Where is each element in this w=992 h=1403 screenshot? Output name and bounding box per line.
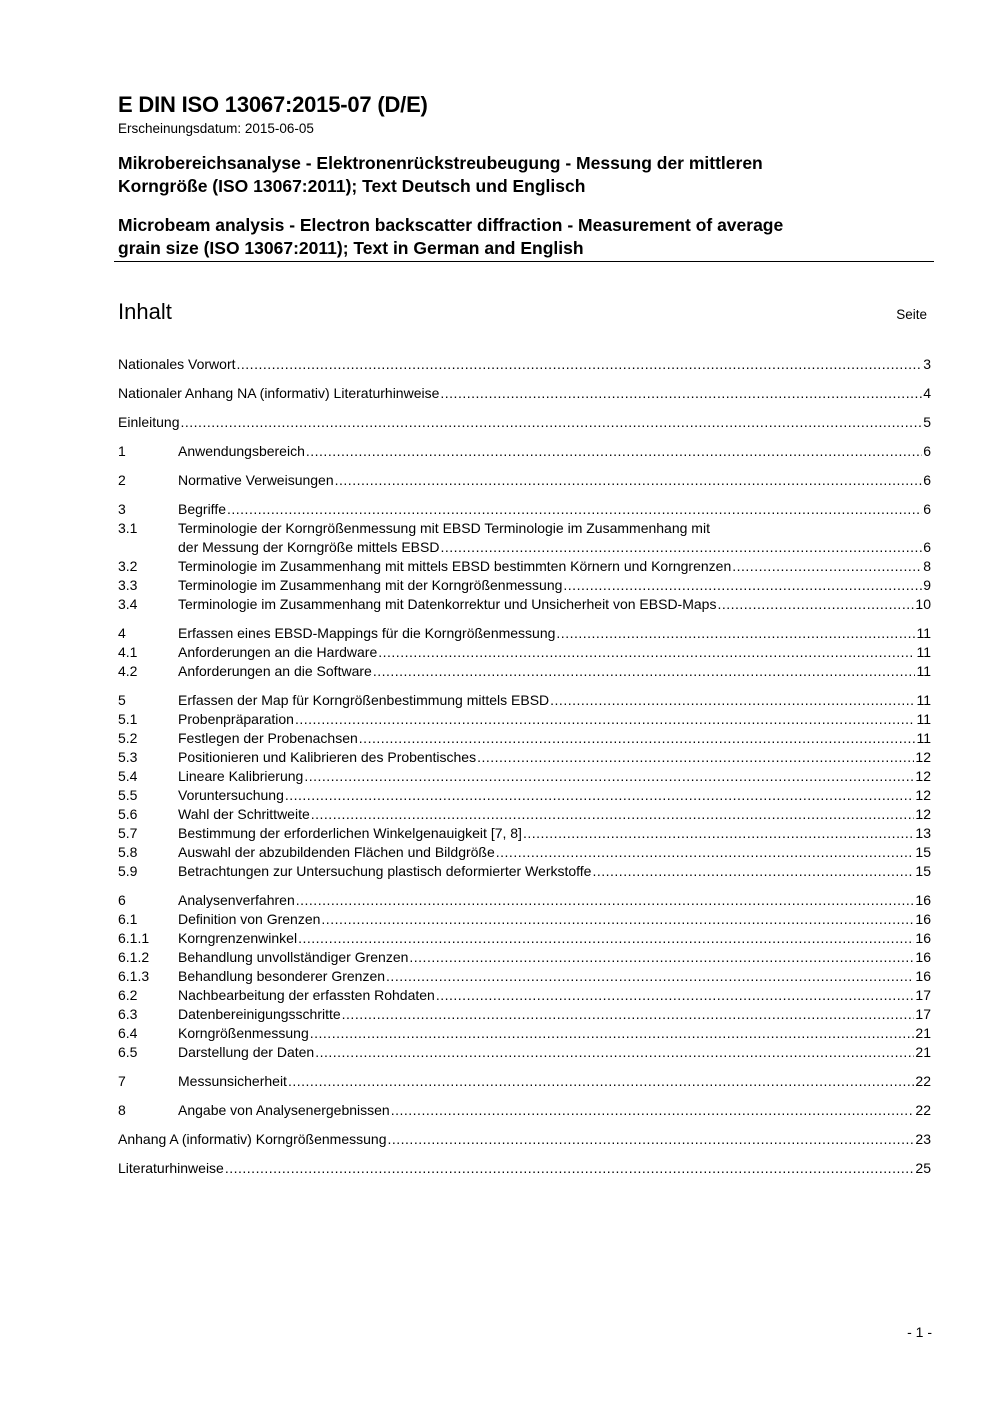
toc-entry[interactable] xyxy=(118,442,931,461)
toc-leader-dots xyxy=(563,576,922,595)
toc-entry-page: 11 xyxy=(916,625,931,641)
toc-entry-number: 3.3 xyxy=(118,577,138,593)
toc-leader-dots xyxy=(285,786,915,805)
toc-entry-label: Erfassen eines EBSD-Mappings für die Korngrößenmessung xyxy=(178,625,556,641)
toc-entry-label: Normative Verweisungen xyxy=(178,472,334,488)
title-english-line-2: grain size (ISO 13067:2011); Text in German and English xyxy=(118,238,584,258)
toc-entry-label: Angabe von Analysenergebnissen xyxy=(178,1102,390,1118)
toc-entry-number: 5.2 xyxy=(118,730,138,746)
toc-entry-label: Positionieren und Kalibrieren des Probentisches xyxy=(178,749,477,765)
toc-entry-number: 5.8 xyxy=(118,844,138,860)
toc-entry[interactable] xyxy=(118,767,931,786)
toc-entry-page: 6 xyxy=(923,472,931,488)
toc-entry[interactable] xyxy=(118,805,931,824)
toc-entry[interactable] xyxy=(118,471,931,490)
toc-entry-page: 5 xyxy=(923,414,931,430)
toc-heading: Inhalt xyxy=(118,299,172,324)
toc-entry-label: Messunsicherheit xyxy=(178,1073,287,1089)
toc-entry[interactable] xyxy=(118,929,931,948)
toc-entry-label: Anhang A (informativ) Korngrößenmessung xyxy=(118,1131,387,1147)
toc-leader-dots xyxy=(359,729,916,748)
page-number: - 1 - xyxy=(907,1324,932,1340)
toc-entry-label: Anforderungen an die Software xyxy=(178,663,372,679)
toc-entry-number: 7 xyxy=(118,1073,126,1089)
toc-entry-label-continued: der Messung der Korngröße mittels EBSD xyxy=(178,539,440,555)
toc-leader-dots xyxy=(315,1043,914,1062)
toc-entry-page: 22 xyxy=(915,1073,931,1089)
toc-entry-page: 15 xyxy=(915,844,931,860)
toc-entry-number: 6.1.3 xyxy=(118,968,150,984)
toc-entry[interactable] xyxy=(118,643,931,662)
toc-entry-label: Anwendungsbereich xyxy=(178,443,305,459)
toc-entry-label: Erfassen der Map für Korngrößenbestimmung mittels EBSD xyxy=(178,692,550,708)
toc-entry-page: 10 xyxy=(915,596,931,612)
toc-entry-label: Nachbearbeitung der erfassten Rohdaten xyxy=(178,987,435,1003)
toc-entry-number: 6.2 xyxy=(118,987,138,1003)
toc-entry-number: 3.1 xyxy=(118,520,138,536)
toc-entry-label: Auswahl der abzubildenden Flächen und Bildgröße xyxy=(178,844,495,860)
toc-entry-number: 2 xyxy=(118,472,126,488)
toc-entry[interactable] xyxy=(118,557,931,576)
toc-entry[interactable] xyxy=(118,910,931,929)
toc-entry-label: Terminologie der Korngrößenmessung mit EBSD Terminologie im Zusammenhang mit xyxy=(178,520,710,536)
toc-entry-label: Terminologie im Zusammenhang mit der Korngrößenmessung xyxy=(178,577,563,593)
toc-entry-page: 11 xyxy=(916,730,931,746)
toc-leader-dots xyxy=(335,471,923,490)
toc-entry-page: 22 xyxy=(915,1102,931,1118)
toc-entry[interactable] xyxy=(118,1005,931,1024)
toc-entry-number: 5.7 xyxy=(118,825,138,841)
toc-entry-page: 6 xyxy=(923,443,931,459)
toc-entry-number: 5.6 xyxy=(118,806,138,822)
toc-entry[interactable] xyxy=(118,1130,931,1149)
toc-entry[interactable] xyxy=(118,519,931,538)
toc-entry-label: Einleitung xyxy=(118,414,180,430)
document-id: E DIN ISO 13067:2015-07 (D/E) xyxy=(118,92,428,117)
toc-entry-label: Probenpräparation xyxy=(178,711,294,727)
toc-entry-page: 21 xyxy=(915,1044,931,1060)
toc-entry-continuation[interactable] xyxy=(118,538,931,557)
toc-leader-dots xyxy=(237,355,923,374)
toc-entry-number: 4 xyxy=(118,625,126,641)
toc-entry-number: 6.4 xyxy=(118,1025,138,1041)
toc-entry-page: 15 xyxy=(915,863,931,879)
toc-entry-label: Behandlung unvollständiger Grenzen xyxy=(178,949,409,965)
toc-leader-dots xyxy=(391,1101,915,1120)
table-of-contents xyxy=(118,355,934,1178)
toc-leader-dots xyxy=(496,843,915,862)
toc-entry-label: Anforderungen an die Hardware xyxy=(178,644,378,660)
toc-leader-dots xyxy=(181,413,923,432)
toc-entry[interactable] xyxy=(118,384,931,403)
toc-entry-label: Terminologie im Zusammenhang mit Datenkorrektur und Unsicherheit von EBSD-Maps xyxy=(178,596,717,612)
toc-entry-label: Terminologie im Zusammenhang mit mittels EBSD bestimmten Körnern und Korngrenzen xyxy=(178,558,732,574)
title-german xyxy=(118,152,934,198)
toc-entry-page: 16 xyxy=(915,892,931,908)
toc-leader-dots xyxy=(298,929,914,948)
toc-leader-dots xyxy=(295,710,915,729)
toc-entry-page: 12 xyxy=(915,749,931,765)
toc-entry-label: Nationaler Anhang NA (informativ) Literaturhinweise xyxy=(118,385,440,401)
toc-entry-label: Datenbereinigungsschritte xyxy=(178,1006,341,1022)
toc-leader-dots xyxy=(310,1024,915,1043)
toc-entry-number: 6.1.2 xyxy=(118,949,150,965)
toc-entry[interactable] xyxy=(118,1159,931,1178)
toc-entry-label: Behandlung besonderer Grenzen xyxy=(178,968,386,984)
toc-entry-page: 16 xyxy=(915,968,931,984)
toc-leader-dots xyxy=(378,643,915,662)
toc-entry[interactable] xyxy=(118,1072,931,1091)
toc-entry-number: 5.4 xyxy=(118,768,138,784)
toc-entry-label: Korngrößenmessung xyxy=(178,1025,309,1041)
toc-entry-page: 13 xyxy=(915,825,931,841)
toc-entry-page: 16 xyxy=(915,930,931,946)
toc-entry[interactable] xyxy=(118,843,931,862)
toc-entry[interactable] xyxy=(118,891,931,910)
toc-entry[interactable] xyxy=(118,355,931,374)
toc-entry[interactable] xyxy=(118,1101,931,1120)
toc-entry-label: Analysenverfahren xyxy=(178,892,295,908)
toc-entry-page: 6 xyxy=(923,539,931,555)
toc-entry-label: Betrachtungen zur Untersuchung plastisch deformierter Werkstoffe xyxy=(178,863,592,879)
toc-entry-number: 6.5 xyxy=(118,1044,138,1060)
toc-leader-dots xyxy=(311,805,915,824)
toc-entry-page: 11 xyxy=(916,644,931,660)
toc-leader-dots xyxy=(440,538,922,557)
toc-entry-number: 5.5 xyxy=(118,787,138,803)
toc-entry-page: 16 xyxy=(915,949,931,965)
toc-leader-dots xyxy=(477,748,914,767)
document-page xyxy=(118,92,934,1178)
toc-entry-number: 5.9 xyxy=(118,863,138,879)
toc-entry-page: 17 xyxy=(915,987,931,1003)
toc-leader-dots xyxy=(732,557,922,576)
toc-leader-dots xyxy=(592,862,914,881)
toc-entry[interactable] xyxy=(118,948,931,967)
toc-entry[interactable] xyxy=(118,710,931,729)
toc-entry[interactable] xyxy=(118,662,931,681)
publication-date: Erscheinungsdatum: 2015-06-05 xyxy=(118,121,314,136)
toc-leader-dots xyxy=(556,624,915,643)
toc-entry-label: Darstellung der Daten xyxy=(178,1044,315,1060)
toc-entry-number: 4.2 xyxy=(118,663,138,679)
toc-entry-page: 25 xyxy=(915,1160,931,1176)
toc-entry-number: 3 xyxy=(118,501,126,517)
toc-entry[interactable] xyxy=(118,786,931,805)
toc-leader-dots xyxy=(227,500,922,519)
toc-entry-page: 11 xyxy=(916,711,931,727)
toc-entry-number: 5.3 xyxy=(118,749,138,765)
toc-entry[interactable] xyxy=(118,986,931,1005)
toc-leader-dots xyxy=(225,1159,915,1178)
toc-leader-dots xyxy=(386,967,914,986)
toc-entry[interactable] xyxy=(118,729,931,748)
toc-entry[interactable] xyxy=(118,576,931,595)
toc-leader-dots xyxy=(288,1072,914,1091)
toc-entry-page: 17 xyxy=(915,1006,931,1022)
toc-entry-number: 3.2 xyxy=(118,558,138,574)
toc-entry[interactable] xyxy=(118,1024,931,1043)
toc-entry-label: Literaturhinweise xyxy=(118,1160,224,1176)
toc-entry-label: Bestimmung der erforderlichen Winkelgenauigkeit [7, 8] xyxy=(178,825,522,841)
toc-entry-number: 6 xyxy=(118,892,126,908)
toc-entry[interactable] xyxy=(118,824,931,843)
toc-entry[interactable] xyxy=(118,413,931,432)
toc-entry-page: 12 xyxy=(915,806,931,822)
toc-entry-page: 8 xyxy=(923,558,931,574)
toc-entry[interactable] xyxy=(118,500,931,519)
toc-entry-label: Korngrenzenwinkel xyxy=(178,930,298,946)
toc-entry-page: 12 xyxy=(915,768,931,784)
toc-page-label: Seite xyxy=(896,307,927,322)
toc-entry[interactable] xyxy=(118,691,931,710)
toc-entry-number: 1 xyxy=(118,443,126,459)
toc-entry-number: 6.1 xyxy=(118,911,138,927)
toc-entry-page: 3 xyxy=(923,356,931,372)
toc-entry-label: Nationales Vorwort xyxy=(118,356,236,372)
toc-entry-number: 8 xyxy=(118,1102,126,1118)
toc-leader-dots xyxy=(387,1130,914,1149)
toc-leader-dots xyxy=(296,891,915,910)
toc-leader-dots xyxy=(523,824,914,843)
toc-entry-page: 16 xyxy=(915,911,931,927)
toc-entry[interactable] xyxy=(118,967,931,986)
toc-entry-number: 6.3 xyxy=(118,1006,138,1022)
toc-entry-label: Lineare Kalibrierung xyxy=(178,768,304,784)
toc-entry-label: Wahl der Schrittweite xyxy=(178,806,310,822)
toc-entry[interactable] xyxy=(118,862,931,881)
toc-entry-page: 12 xyxy=(915,787,931,803)
toc-entry-number: 5.1 xyxy=(118,711,138,727)
title-german-line-1: Mikrobereichsanalyse - Elektronenrückstreubeugung - Messung der mittleren xyxy=(118,153,763,173)
title-divider xyxy=(114,261,934,262)
toc-entry[interactable] xyxy=(118,1043,931,1062)
toc-leader-dots xyxy=(342,1005,915,1024)
toc-leader-dots xyxy=(550,691,915,710)
toc-entry-page: 11 xyxy=(916,663,931,679)
toc-header xyxy=(118,299,934,325)
toc-entry-number: 3.4 xyxy=(118,596,138,612)
toc-entry-page: 23 xyxy=(915,1131,931,1147)
toc-entry-page: 4 xyxy=(923,385,931,401)
toc-leader-dots xyxy=(717,595,914,614)
toc-entry-page: 9 xyxy=(923,577,931,593)
toc-entry-page: 21 xyxy=(915,1025,931,1041)
toc-leader-dots xyxy=(304,767,914,786)
title-english-line-1: Microbeam analysis - Electron backscatter diffraction - Measurement of average xyxy=(118,215,784,235)
toc-entry-page: 11 xyxy=(916,692,931,708)
toc-leader-dots xyxy=(440,384,922,403)
toc-entry-number: 6.1.1 xyxy=(118,930,150,946)
toc-entry-label: Festlegen der Probenachsen xyxy=(178,730,358,746)
toc-leader-dots xyxy=(321,910,914,929)
title-german-line-2: Korngröße (ISO 13067:2011); Text Deutsch und Englisch xyxy=(118,176,586,196)
toc-entry-label: Definition von Grenzen xyxy=(178,911,321,927)
toc-entry-label: Begriffe xyxy=(178,501,226,517)
toc-leader-dots xyxy=(373,662,916,681)
toc-entry-number: 4.1 xyxy=(118,644,138,660)
toc-leader-dots xyxy=(306,442,922,461)
toc-leader-dots xyxy=(409,948,914,967)
toc-leader-dots xyxy=(436,986,915,1005)
toc-entry-page: 6 xyxy=(923,501,931,517)
toc-entry-number: 5 xyxy=(118,692,126,708)
toc-entry[interactable] xyxy=(118,624,931,643)
toc-entry[interactable] xyxy=(118,748,931,767)
toc-entry[interactable] xyxy=(118,595,931,614)
toc-entry-label: Voruntersuchung xyxy=(178,787,284,803)
title-english xyxy=(118,214,934,260)
